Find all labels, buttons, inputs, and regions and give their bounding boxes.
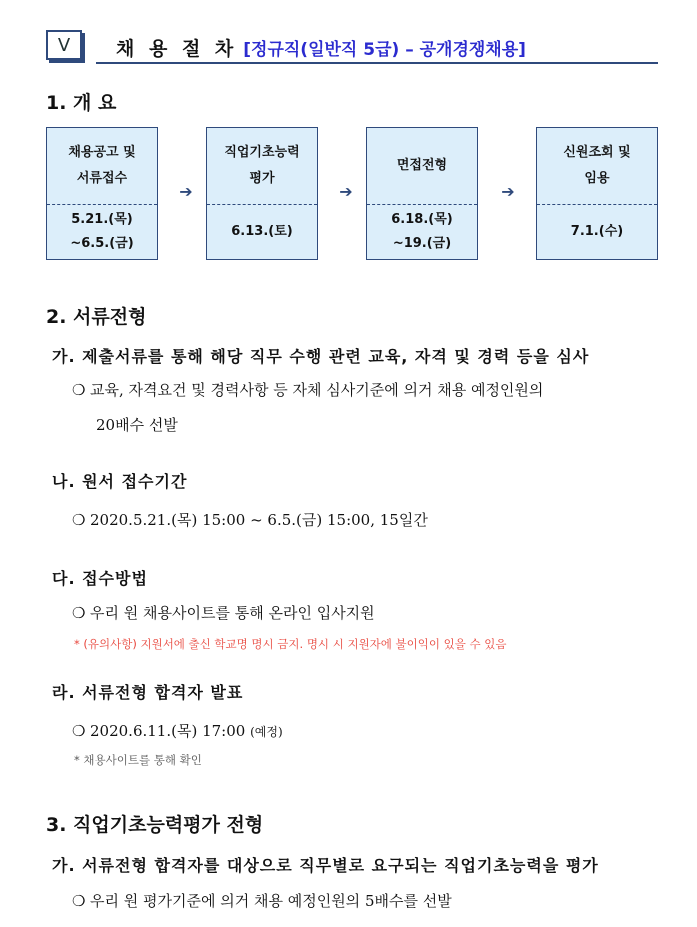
flow-step-date: [367, 205, 477, 259]
item-na-text: 2020.5.21.(목) 15:00 ~ 6.5.(금) 15:00, 15일간: [90, 511, 428, 529]
flow-step-date: [207, 205, 317, 259]
flow-step-name-line1: 면접전형: [396, 158, 448, 173]
flow-step-name: [207, 128, 317, 205]
item-s3-ga: 가. 서류전형 합격자를 대상으로 직무별로 요구되는 직업기초능력을 평가: [52, 856, 599, 875]
item-ga: 가. 제출서류를 통해 해당 직무 수행 관련 교육, 자격 및 경력 등을 심사: [52, 347, 590, 366]
flow-step-name: [537, 128, 657, 205]
item-s3-text: 우리 원 평가기준에 의거 채용 예정인원의 5배수를 선발: [90, 892, 452, 910]
flow-step-name: [367, 128, 477, 205]
item-ra-bullet: [72, 715, 283, 748]
bullet-circle-icon: ❍: [72, 511, 86, 529]
arrow-right-icon: ➔: [179, 182, 193, 201]
item-s3-ga-bullet: [72, 885, 452, 917]
flow-step-date-line1: 6.13.(토): [231, 224, 293, 239]
bullet-circle-icon: ❍: [72, 722, 86, 740]
item-ra-text: 2020.6.11.(목) 17:00: [90, 722, 246, 740]
item-ga-text: 교육, 자격요건 및 경력사항 등 자체 심사기준에 의거 채용 예정인원의: [90, 381, 544, 399]
bullet-circle-icon: ❍: [72, 604, 86, 622]
flow-step-name-line2: 평가: [249, 171, 275, 186]
confirm-note: * 채용사이트를 통해 확인: [74, 753, 202, 767]
item-na: 나. 원서 접수기간: [52, 472, 188, 491]
flow-step-date-line1: 7.1.(수): [570, 224, 624, 239]
flow-step-name-line1: 채용공고 및: [68, 145, 136, 160]
flow-step-2: [206, 127, 318, 260]
arrow-right-icon: ➔: [339, 182, 353, 201]
section-header: [46, 30, 658, 66]
section-1-title: 1. 개 요: [46, 92, 117, 114]
flow-step-4: [536, 127, 658, 260]
flow-step-name-line1: 신원조회 및: [563, 145, 631, 160]
flow-step-3: [366, 127, 478, 260]
flow-step-date: [537, 205, 657, 259]
item-ra: 라. 서류전형 합격자 발표: [52, 683, 244, 702]
process-flow: [46, 127, 658, 260]
bullet-circle-icon: ❍: [72, 381, 86, 399]
section-2-title: 2. 서류전형: [46, 306, 147, 328]
roman-numeral-box: V: [46, 30, 82, 60]
item-da-bullet: [72, 597, 375, 629]
header-subtitle: [정규직(일반직 5급) – 공개경쟁채용]: [243, 40, 526, 60]
caution-note: * (유의사항) 지원서에 출신 학교명 명시 금지. 명시 시 지원자에 불이익이 있을 수 있음: [74, 637, 507, 651]
item-ga-bullet: [72, 374, 543, 406]
flow-step-date-line2: ~19.(금): [392, 236, 452, 251]
header-title-main: 채 용 절 차: [116, 38, 238, 60]
header-title: [116, 34, 526, 61]
item-ra-tail: (예정): [250, 725, 283, 739]
item-ga-text-cont: 20배수 선발: [96, 416, 178, 434]
flow-step-date-line1: 5.21.(목): [71, 212, 133, 227]
flow-step-date: [47, 205, 157, 259]
flow-step-name: [47, 128, 157, 205]
item-da: 다. 접수방법: [52, 569, 148, 588]
item-da-text: 우리 원 채용사이트를 통해 온라인 입사지원: [90, 604, 375, 622]
bullet-circle-icon: ❍: [72, 892, 86, 910]
flow-step-date-line1: 6.18.(목): [391, 212, 453, 227]
item-na-bullet: [72, 504, 428, 536]
section-3-title: 3. 직업기초능력평가 전형: [46, 814, 264, 836]
arrow-right-icon: ➔: [501, 182, 515, 201]
flow-step-name-line1: 직업기초능력: [224, 145, 300, 160]
flow-step-name-line2: 임용: [584, 171, 610, 186]
flow-step-1: [46, 127, 158, 260]
flow-step-name-line2: 서류접수: [76, 171, 128, 186]
flow-step-date-line2: ~6.5.(금): [70, 236, 134, 251]
header-underline: [96, 62, 658, 64]
